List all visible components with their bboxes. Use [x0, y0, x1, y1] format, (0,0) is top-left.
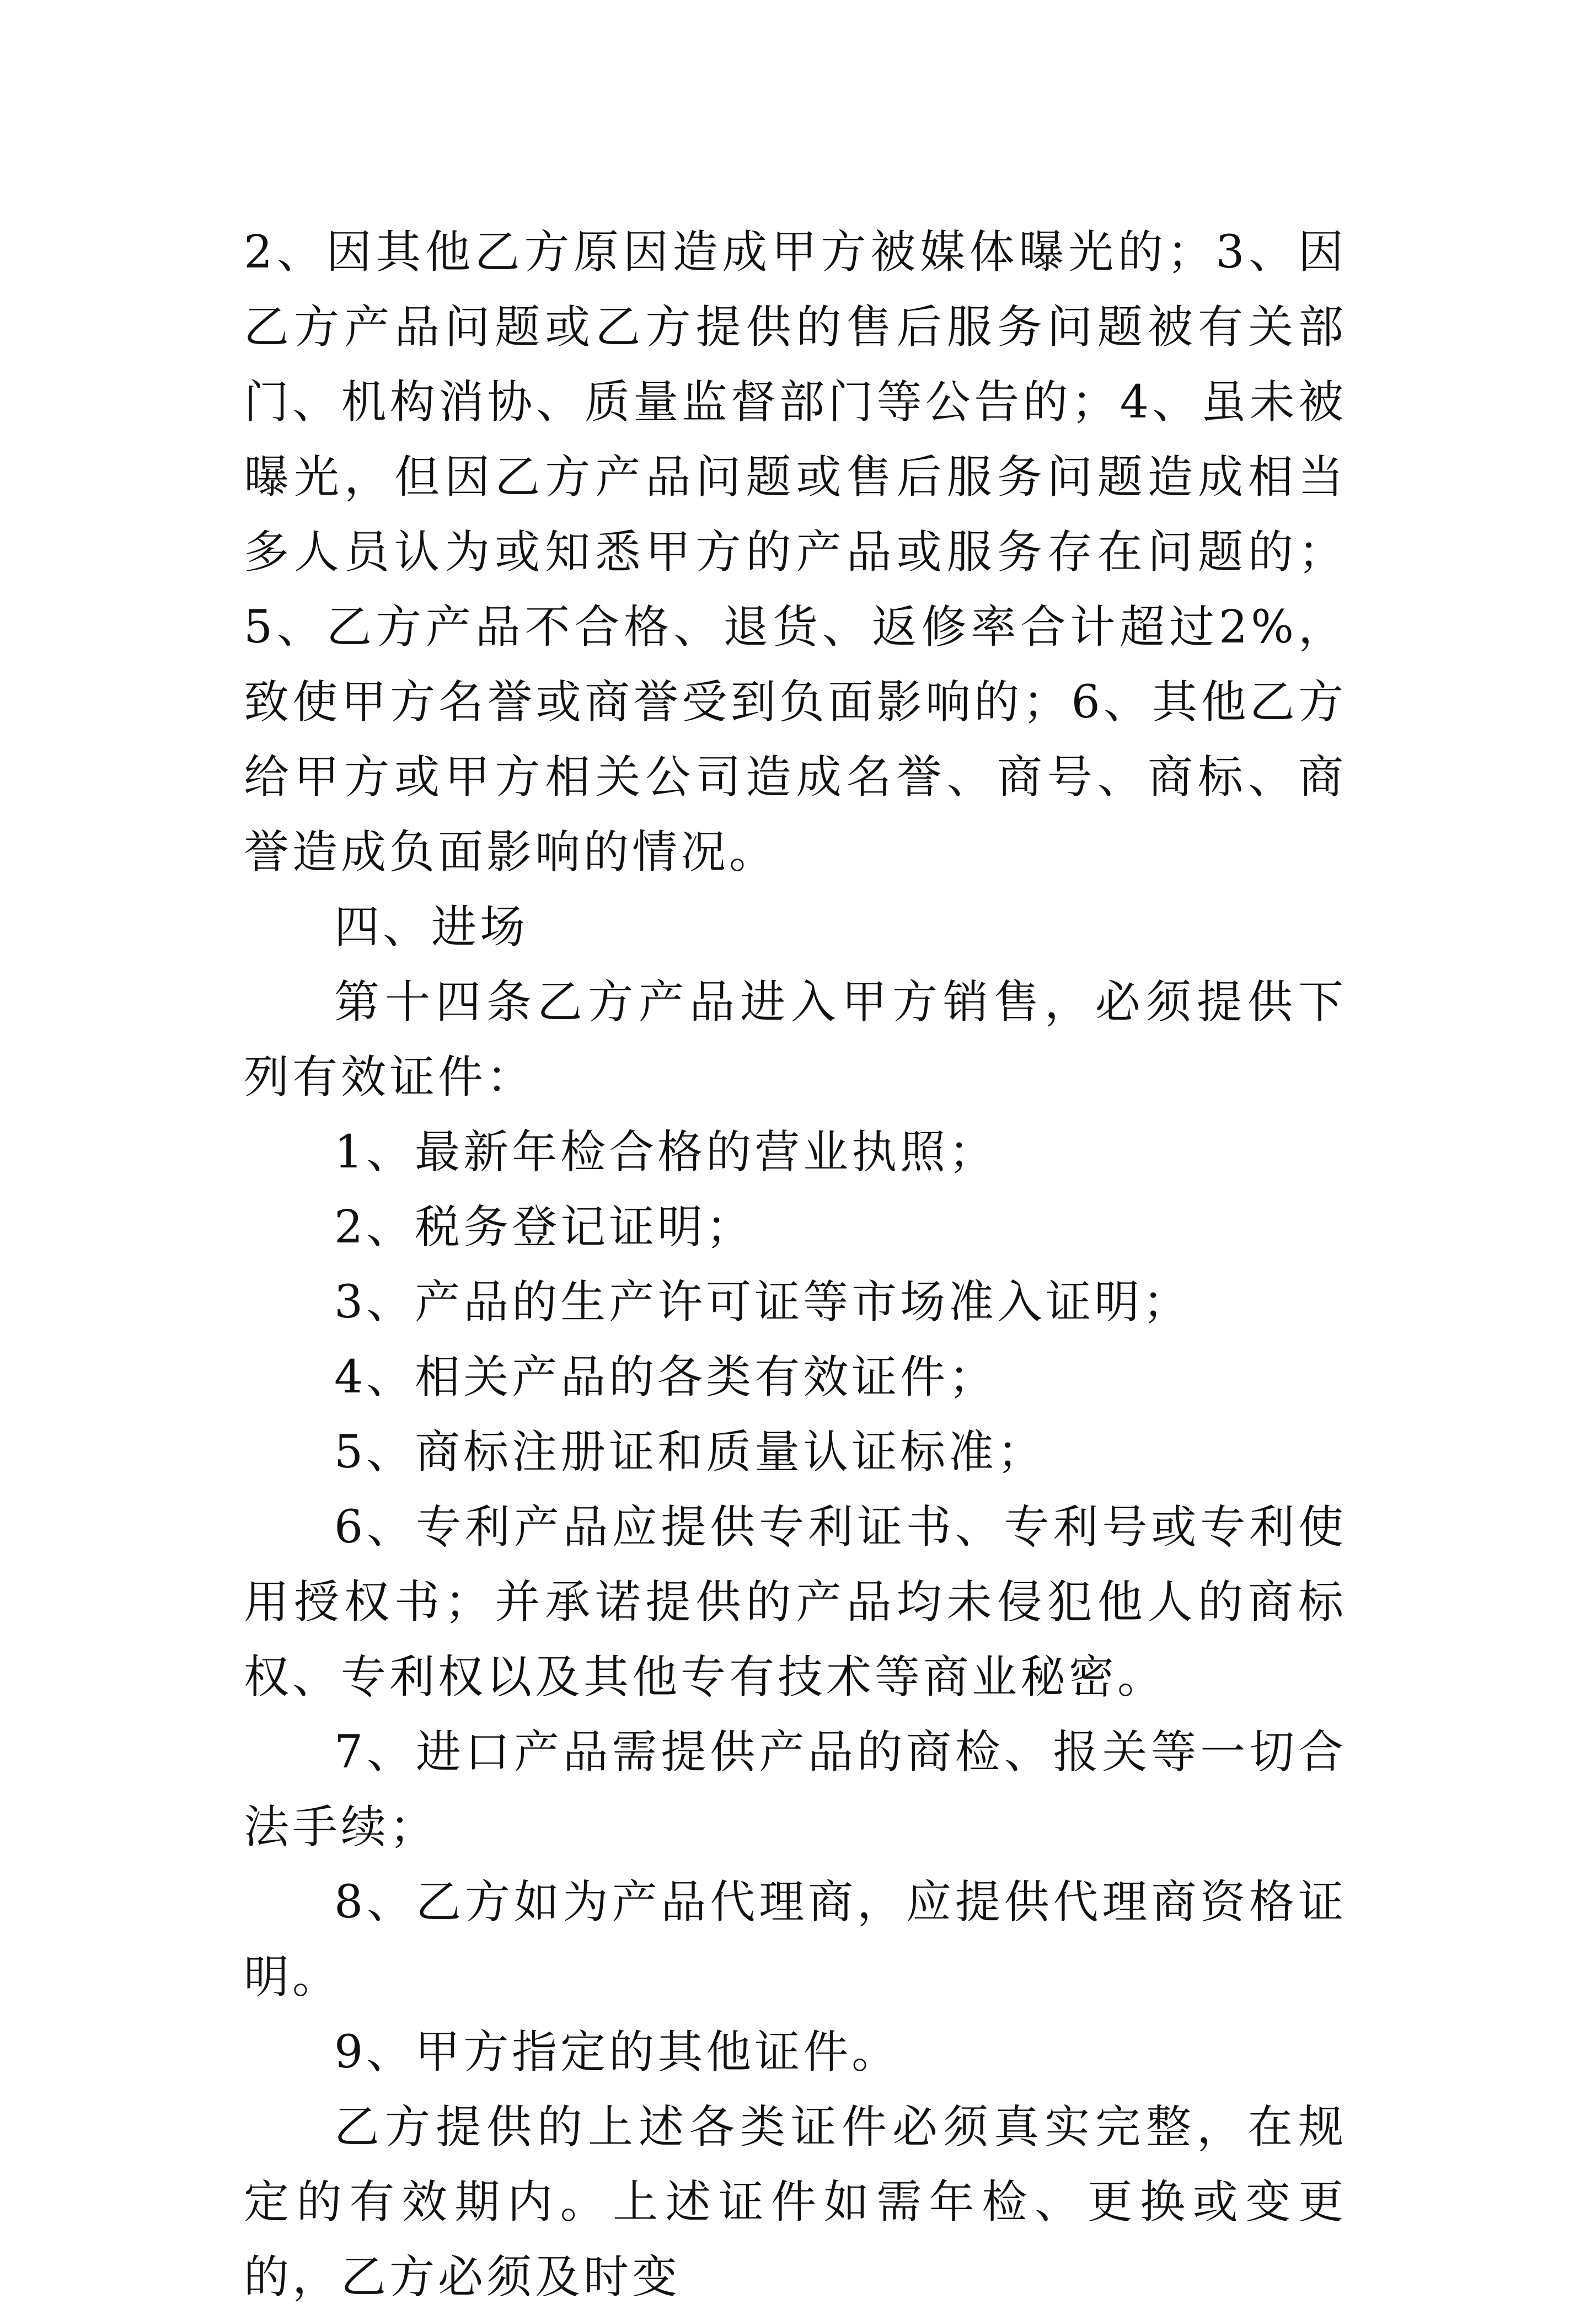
- paragraph-document-validity: 乙方提供的上述各类证件必须真实完整，在规定的有效期内。上述证件如需年检、更换或变更的，乙方必须及时变: [244, 2101, 1347, 2303]
- paragraph-article-14: 第十四条乙方产品进入甲方销售，必须提供下列有效证件：: [244, 976, 1347, 1103]
- list-item-business-license: 1、最新年检合格的营业执照；: [334, 1126, 998, 1178]
- list-item-production-license: 3、产品的生产许可证等市场准入证明；: [334, 1276, 1192, 1328]
- list-item-agent-qualification: 8、乙方如为产品代理商，应提供代理商资格证明。: [244, 1876, 1347, 2003]
- list-item-tax-registration: 2、税务登记证明；: [334, 1201, 755, 1253]
- paragraph-brand-damage-cases: 2、因其他乙方原因造成甲方被媒体曝光的；3、因乙方产品问题或乙方提供的售后服务问题被有关部门、机构消协、质量监督部门等公告的；4、虽未被曝光，但因乙方产品问题或售后服务问题造成相当多人员认为或知悉甲方的产品或服务存在问题的；5、乙方产品不合格、退货、返修率合计超过2%，致使甲方名誉或商誉受到负面影响的；6、其他乙方给甲方或甲方相关公司造成名誉、商号、商标、商誉造成负面影响的情况。: [244, 226, 1347, 878]
- section-heading-entry: 四、进场: [334, 901, 529, 953]
- document-body: [244, 215, 1347, 2315]
- list-item-other-documents: 9、甲方指定的其他证件。: [334, 2026, 901, 2078]
- list-item-patent: 6、专利产品应提供专利证书、专利号或专利使用授权书；并承诺提供的产品均未侵犯他人的商标权、专利权以及其他专有技术等商业秘密。: [244, 1501, 1347, 1703]
- list-item-import-procedures: 7、进口产品需提供产品的商检、报关等一切合法手续；: [244, 1726, 1347, 1853]
- list-item-product-certificates: 4、相关产品的各类有效证件；: [334, 1351, 998, 1403]
- list-item-trademark: 5、商标注册证和质量认证标准；: [334, 1426, 1046, 1478]
